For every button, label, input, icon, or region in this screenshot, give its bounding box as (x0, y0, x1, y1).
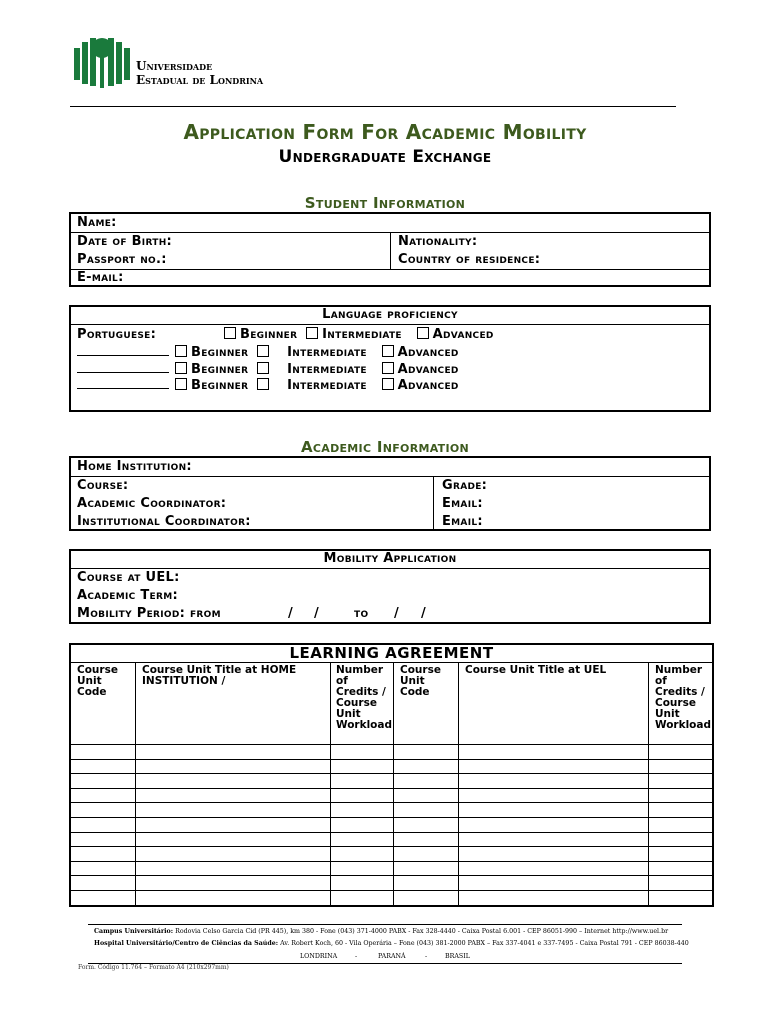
table-column-divider (458, 662, 459, 907)
passport-label: Passport no.: (77, 252, 167, 267)
checkbox-beginner[interactable] (175, 345, 187, 357)
form-title: Application Form For Academic Mobility (183, 120, 587, 144)
checkbox-advanced[interactable] (382, 362, 394, 374)
option-beginner: Beginner (191, 378, 249, 393)
form-code: Form. Código 11.764 – Formato A4 (210x297mm) (78, 964, 229, 971)
header-rule (70, 106, 676, 107)
checkbox-advanced[interactable] (417, 327, 429, 339)
date-separator: / (288, 606, 294, 621)
date-separator: / (421, 606, 427, 621)
table-row[interactable] (69, 846, 714, 847)
period-to-label: to (354, 606, 369, 621)
date-separator: / (394, 606, 400, 621)
institutional-coordinator-label: Institutional Coordinator: (77, 514, 251, 529)
table-row[interactable] (69, 802, 714, 803)
home-institution-label: Home Institution: (77, 459, 192, 474)
footer-separator: - (425, 953, 428, 960)
academic-coordinator-email-label: Email: (442, 496, 483, 511)
institutional-coordinator-email-label: Email: (442, 514, 483, 529)
academic-coordinator-label: Academic Coordinator: (77, 496, 227, 511)
option-advanced: Advanced (397, 362, 459, 377)
option-intermediate: Intermediate (322, 327, 402, 342)
header-home-code: Course Unit Code (77, 664, 118, 698)
header-uel-title: Course Unit Title at UEL (465, 664, 607, 676)
name-label: Name: (77, 215, 117, 230)
table-row[interactable] (69, 890, 714, 891)
grade-label: Grade: (442, 478, 488, 493)
form-subtitle: Undergraduate Exchange (278, 147, 492, 167)
table-row[interactable] (69, 744, 714, 745)
checkbox-intermediate[interactable] (257, 362, 269, 374)
checkbox-intermediate[interactable] (306, 327, 318, 339)
header-uel-credits: Number of Credits / Course Unit Workload (655, 664, 711, 731)
footer-city: LONDRINA (300, 953, 338, 960)
option-intermediate: Intermediate (287, 378, 367, 393)
footer-hospital (94, 940, 689, 947)
header-home-credits: Number of Credits / Course Unit Workload (336, 664, 392, 731)
footer-campus (94, 928, 668, 935)
option-beginner: Beginner (240, 327, 298, 342)
option-beginner: Beginner (191, 345, 249, 360)
student-divider (69, 269, 711, 270)
footer-country: BRASIL (445, 953, 470, 960)
hospital-text: Av. Robert Koch, 60 - Vila Operária – Fone (043) 381-2000 PABX – Fax 337-4041 e 337-7495 - Caixa Postal 791 - CEP 86038-440 (280, 940, 689, 947)
table-row[interactable] (69, 773, 714, 774)
university-line2: Estadual de Londrina (136, 73, 264, 87)
checkbox-beginner[interactable] (175, 378, 187, 390)
academic-section-title: Academic Information (300, 438, 470, 456)
checkbox-beginner[interactable] (175, 362, 187, 374)
date-separator: / (314, 606, 320, 621)
table-column-divider (135, 662, 136, 907)
portuguese-options (224, 327, 494, 343)
option-advanced: Advanced (397, 345, 459, 360)
university-logo (72, 36, 132, 90)
table-row[interactable] (69, 832, 714, 833)
learning-agreement-title: LEARNING AGREEMENT (289, 644, 494, 662)
language-divider (69, 324, 711, 325)
campus-text: Rodovia Celso Garcia Cid (PR 445), km 380 - Fone (043) 371-4000 PABX - Fax 328-4440 - Caixa Postal 6.001 - CEP 86051-990 – Internet http://www.uel.br (175, 928, 669, 935)
dob-label: Date of Birth: (77, 234, 173, 249)
checkbox-intermediate[interactable] (257, 345, 269, 357)
email-label: E-mail: (77, 270, 124, 285)
checkbox-advanced[interactable] (382, 378, 394, 390)
language-name-field[interactable] (77, 377, 169, 389)
mobility-period-label: Mobility Period: from (77, 606, 221, 621)
footer-state: PARANÁ (378, 953, 406, 960)
option-beginner: Beginner (191, 362, 249, 377)
table-row[interactable] (69, 759, 714, 760)
course-at-uel-label: Course at UEL: (77, 570, 180, 585)
option-intermediate: Intermediate (287, 345, 367, 360)
footer-rule (88, 924, 682, 925)
option-advanced: Advanced (397, 378, 459, 393)
footer-separator: - (355, 953, 358, 960)
nationality-label: Nationality: (398, 234, 478, 249)
learning-title-divider (69, 662, 714, 663)
table-column-divider (648, 662, 649, 907)
portuguese-label: Portuguese: (77, 327, 157, 342)
course-label: Course: (77, 478, 129, 493)
university-name (136, 59, 263, 87)
header-home-title: Course Unit Title at HOME INSTITUTION / (142, 664, 297, 687)
student-section-title: Student Information (304, 194, 466, 212)
language-row (77, 361, 459, 378)
option-advanced: Advanced (432, 327, 494, 342)
language-row (77, 344, 459, 361)
country-label: Country of residence: (398, 252, 541, 267)
table-column-divider (393, 662, 394, 907)
hospital-label: Hospital Universitário/Centro de Ciências da Saúde: (94, 940, 279, 947)
campus-label: Campus Universitário: (94, 928, 174, 935)
header-uel-code: Course Unit Code (400, 664, 441, 698)
table-row[interactable] (69, 788, 714, 789)
language-name-field[interactable] (77, 361, 169, 373)
mobility-title: Mobility Application (323, 551, 457, 566)
table-row[interactable] (69, 817, 714, 818)
mobility-divider (69, 568, 711, 569)
option-intermediate: Intermediate (287, 362, 367, 377)
university-line1: Universidade (136, 59, 213, 73)
language-title: Language proficiency (322, 307, 458, 322)
table-row[interactable] (69, 861, 714, 862)
academic-term-label: Academic Term: (77, 588, 178, 603)
checkbox-beginner[interactable] (224, 327, 236, 339)
checkbox-intermediate[interactable] (257, 378, 269, 390)
language-name-field[interactable] (77, 344, 169, 356)
checkbox-advanced[interactable] (382, 345, 394, 357)
student-column-divider (390, 232, 391, 269)
uel-logo-icon (72, 36, 132, 90)
table-row[interactable] (69, 875, 714, 876)
academic-divider (69, 476, 711, 477)
academic-column-divider (433, 476, 434, 531)
table-column-divider (330, 662, 331, 907)
language-row (77, 377, 459, 394)
